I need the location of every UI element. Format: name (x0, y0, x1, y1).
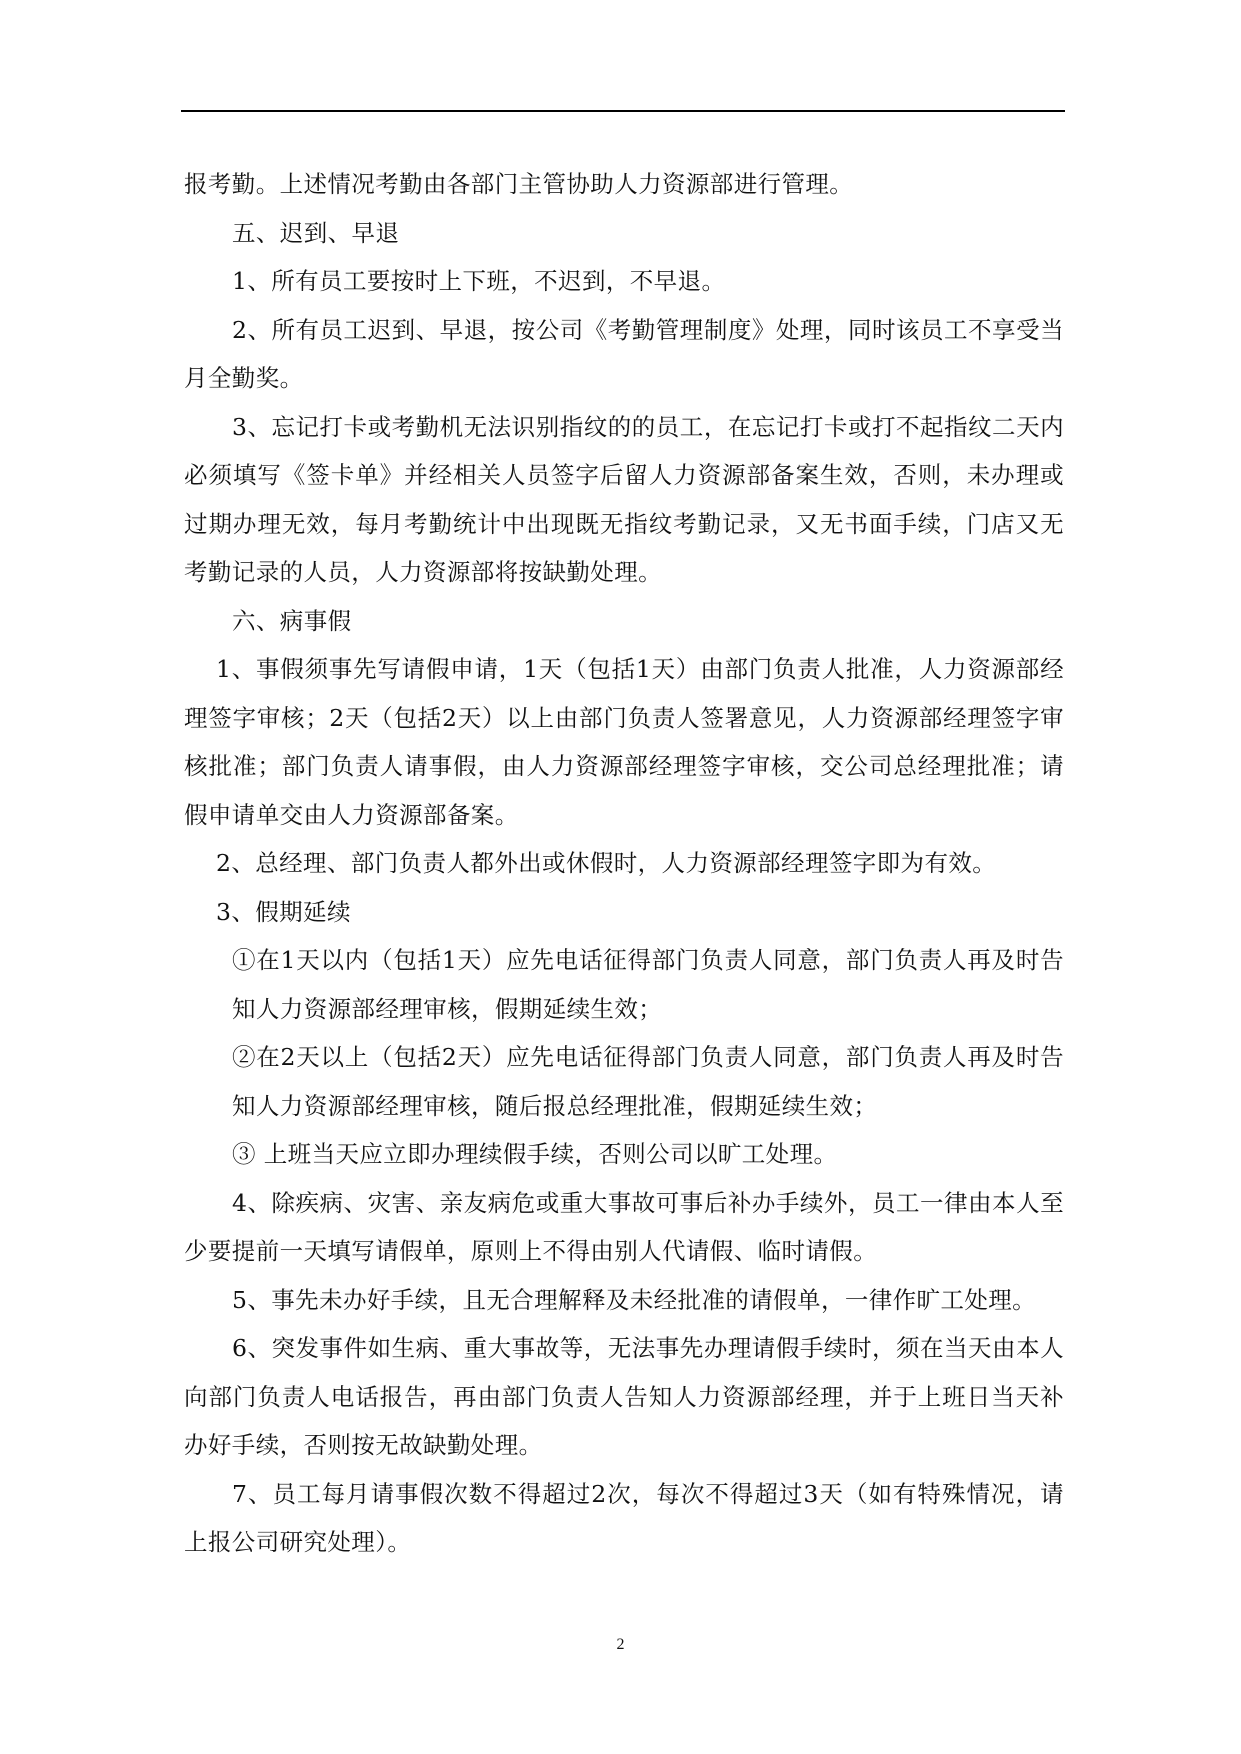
document-body (184, 160, 1064, 1567)
paragraph-item: 1、所有员工要按时上下班，不迟到，不早退。 (232, 267, 726, 295)
paragraph-continuation: 报考勤。上述情况考勤由各部门主管协助人力资源部进行管理。 (184, 170, 854, 198)
section-heading-6: 六、病事假 (232, 606, 352, 635)
section-heading-5: 五、迟到、早退 (232, 218, 400, 247)
paragraph-item: 4、除疾病、灾害、亲友病危或重大事故可事后补办手续外，员工一律由本人至少要提前一天填写请假单，原则上不得由别人代请假、临时请假。 (184, 1188, 1064, 1265)
page-number: 2 (616, 1636, 625, 1653)
sub-item: ②在2天以上（包括2天）应先电话征得部门负责人同意，部门负责人再及时告知人力资源部经理审核，随后报总经理批准，假期延续生效； (232, 1043, 1064, 1120)
paragraph-item: 3、假期延续 (216, 897, 351, 926)
paragraph-item: 3、忘记打卡或考勤机无法识别指纹的的员工，在忘记打卡或打不起指纹二天内必须填写《签卡单》并经相关人员签字后留人力资源部备案生效，否则，未办理或过期办理无效，每月考勤统计中出现既无指纹考勤记录，又无书面手续，门店又无考勤记录的人员，人力资源部将按缺勤处理。 (184, 412, 1064, 586)
sub-item: ③ 上班当天应立即办理续假手续，否则公司以旷工处理。 (232, 1140, 838, 1168)
paragraph-item: 2、总经理、部门负责人都外出或休假时，人力资源部经理签字即为有效。 (216, 849, 997, 877)
paragraph-item: 5、事先未办好手续，且无合理解释及未经批准的请假单，一律作旷工处理。 (232, 1285, 1037, 1314)
paragraph-item: 7、员工每月请事假次数不得超过2次，每次不得超过3天（如有特殊情况，请上报公司研究处理）。 (184, 1479, 1064, 1556)
paragraph-item: 6、突发事件如生病、重大事故等，无法事先办理请假手续时，须在当天由本人向部门负责人电话报告，再由部门负责人告知人力资源部经理，并于上班日当天补办好手续，否则按无故缺勤处理。 (184, 1334, 1064, 1459)
sub-item: ①在1天以内（包括1天）应先电话征得部门负责人同意，部门负责人再及时告知人力资源部经理审核，假期延续生效； (232, 946, 1064, 1023)
paragraph-item: 2、所有员工迟到、早退，按公司《考勤管理制度》处理，同时该员工不享受当月全勤奖。 (184, 315, 1064, 392)
paragraph-item: 1、事假须事先写请假申请，1天（包括1天）由部门负责人批准，人力资源部经理签字审核；2天（包括2天）以上由部门负责人签署意见，人力资源部经理签字审核批准；部门负责人请事假，由人力资源部经理签字审核，交公司总经理批准；请假申请单交由人力资源部备案。 (184, 655, 1064, 829)
header-rule (181, 110, 1065, 112)
